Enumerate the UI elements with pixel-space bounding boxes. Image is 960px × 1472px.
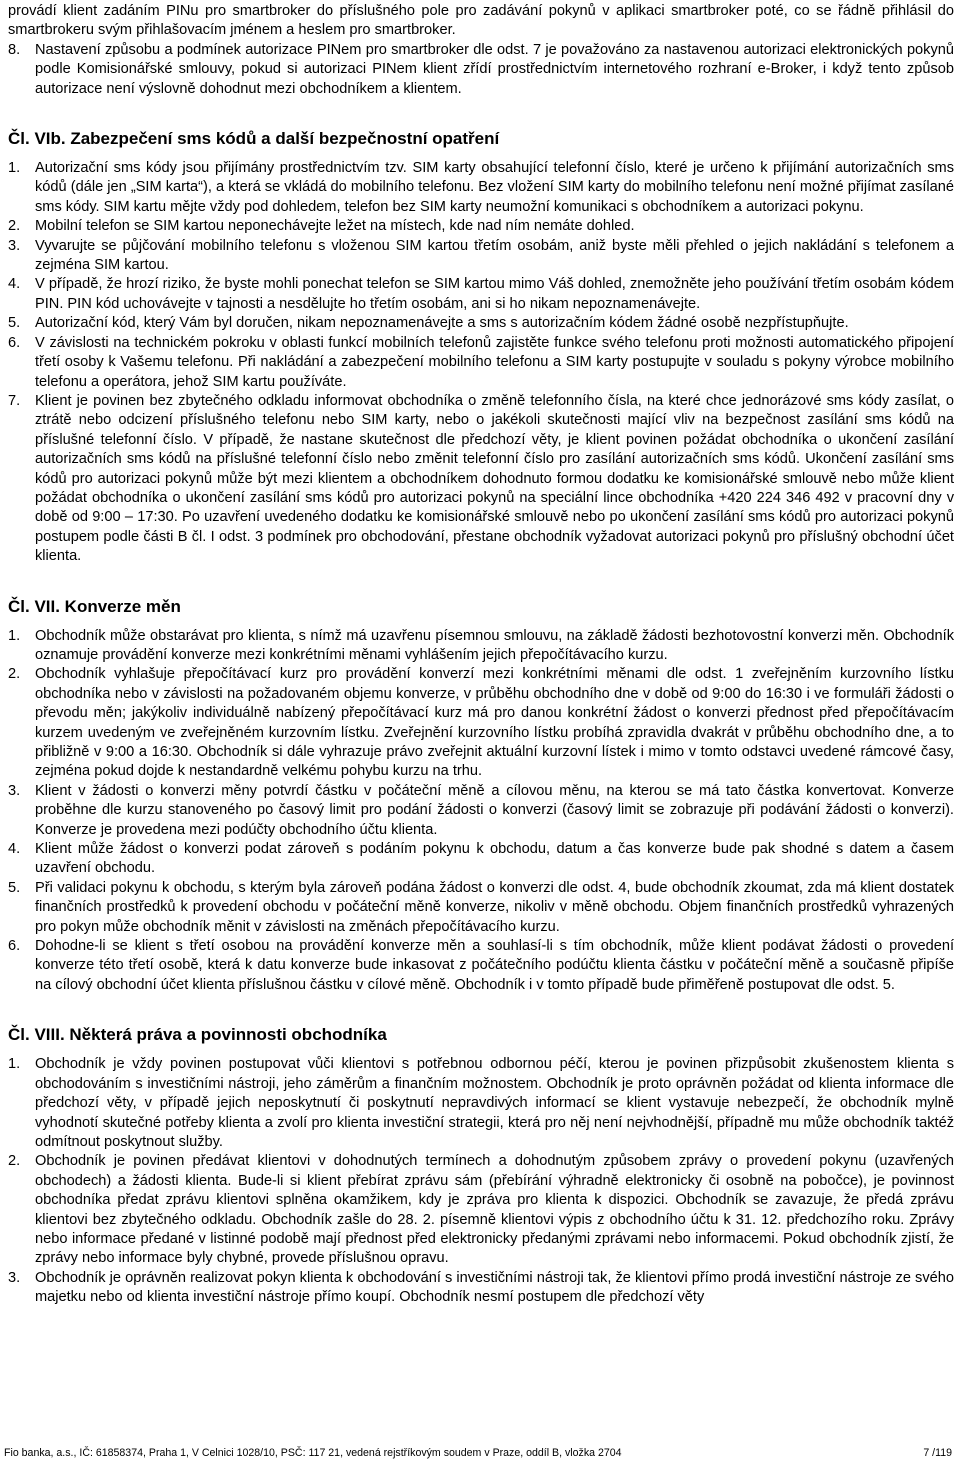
item-number: 2.	[8, 218, 21, 235]
item-number: 2.	[8, 1153, 21, 1170]
item-text: Obchodník je povinen předávat klientovi v dohodnutých termínech a dohodnutým způsobem zprávy o provedení pokynu (uzavřených obchodech) a žádosti klienta. Bude-li si klient přebírat zprávu sám (přebírání výhradně elektronicky či osobně na pobočce), je povinnost obchodníka předat zprávu klientovi splněna okamžikem, kdy je zpráva pro klienta k dispozici. Obchodník se zavazuje, že předá zprávu klientovi bez zbytečného odkladu. Obchodník zašle do 28. 2. písemně klientovi výpis z obchodního účtu k 31. 12. předchozího roku. Zprávy nebo informace předané v listinné podobě mají přednost před elektronicky předanými zprávami nebo informacemi. Pokud obchodník zjistí, že zprávy nebo informace byly chybné, provede příslušnou opravu.	[35, 1153, 954, 1267]
page-number: 7 /119	[923, 1447, 952, 1459]
item-number: 1.	[8, 1056, 21, 1073]
item-number: 3.	[8, 237, 21, 254]
intro-item-8	[8, 41, 954, 99]
list-item	[8, 840, 954, 879]
list-item	[8, 1152, 954, 1268]
item-text: Nastavení způsobu a podmínek autorizace PINem pro smartbroker dle odst. 7 je považováno za nastavenou autorizaci elektronických pokynů podle Komisionářské smlouvy, pokud si autorizaci PINem klient zřídí prostřednictvím internetového rozhraní e-Broker, i když tento způsob autorizace není výslovně dohodnut mezi obchodníkem a klientem.	[35, 41, 954, 97]
item-text: Obchodník je oprávněn realizovat pokyn klienta k obchodování s investičními nástroji tak, že klientovi přímo prodá investiční nástroje ze svého majetku nebo od klienta investiční nástroje přímo koupí. Obchodník nesmí postupem dle předchozí věty	[35, 1269, 954, 1306]
section-heading-vib: Čl. VIb. Zabezpečení sms kódů a další bezpečnostní opatření	[8, 129, 500, 149]
section-viii-list	[8, 1055, 954, 1307]
list-item	[8, 314, 954, 333]
item-text: Vyvarujte se půjčování mobilního telefonu s vloženou SIM kartou třetím osobám, aniž byste měli přehled o jejich nakládání s telefonem a zejména SIM kartou.	[35, 237, 954, 274]
list-item	[8, 1055, 954, 1152]
list-item	[8, 237, 954, 276]
item-number: 5.	[8, 315, 21, 332]
page-footer	[4, 1447, 952, 1459]
document-page	[8, 2, 954, 1308]
list-item	[8, 782, 954, 840]
item-text: V závislosti na technickém pokroku v oblasti funkcí mobilních telefonů zajistěte funkce svého telefonu proti možnosti automatického připojení třetí osoby k Vašemu telefonu. Při nakládání a zabezpečení mobilního telefonu a SIM karty postupujte v souladu s pokyny výrobce mobilního telefonu a operátora, jehož SIM kartu používáte.	[35, 334, 954, 390]
item-text: Dohodne-li se klient s třetí osobou na provádění konverze měn a souhlasí-li s tím obchodník, může klient podávat žádosti o provedení konverze této třetí osobě, která k datu konverze bude inkasovat z počátečního podúčtu klienta částku v počáteční měně a současně připíše na cílový obchodní účet klienta příslušnou částku v cílové měně. Obchodník i v tomto případě bude přiměřeně postupovat dle odst. 5.	[35, 938, 954, 993]
list-item	[8, 334, 954, 392]
intro-continuation: provádí klient zadáním PINu pro smartbroker do příslušného pole pro zadávání pokynů v aplikaci smartbroker poté, co se řádně přihlásil do smartbrokeru svým přihlašovacím jménem a heslem pro smartbroker.	[8, 3, 954, 39]
item-number: 4.	[8, 841, 21, 858]
list-item	[8, 159, 954, 217]
item-text: Obchodník vyhlašuje přepočítávací kurz pro provádění konverzí mezi konkrétními měnami dle odst. 1 zveřejněním kurzovního lístku obchodníka nebo v závislosti na požadovaném objemu konverze, v průběhu obchodního dne v době od 9:00 do 16:30 i ve formuláři žádosti o převodu měn; jakýkoliv individuálně nabízený přepočítávací kurz má pro danou konkrétní žádost o konverzi přednost před přepočítávacím kurzem uvedeným ve zveřejněném kurzovním lístku. Zveřejnění kurzovního lístku probíhá zpravidla dvakrát v průběhu obchodního dne, a to přibližně v 9:00 a 16:30. Obchodník si dále vyhrazuje právo zveřejnit aktuální kurzovní lístek i mimo v tomto odstavci uvedené rámcové časy, zejména pokud dojde k nestandardně velkému pohybu kurzu na trhu.	[35, 666, 954, 780]
item-text: Klient v žádosti o konverzi měny potvrdí částku v počáteční měně a cílovou měnu, na kterou se má tato částka konvertovat. Konverze proběhne dle kurzu stanoveného po časový limit pro podání žádosti o konverzi (časový limit se zobrazuje při podávání žádosti o konverzi). Konverze je provedena mezi podúčty obchodního účtu klienta.	[35, 782, 954, 838]
item-number: 8.	[8, 41, 21, 58]
item-number: 6.	[8, 938, 21, 955]
footer-company-info: Fio banka, a.s., IČ: 61858374, Praha 1, V Celnici 1028/10, PSČ: 117 21, vedená rejstříkovým soudem v Praze, oddíl B, vložka 2704	[4, 1447, 622, 1459]
list-item	[8, 275, 954, 314]
item-number: 7.	[8, 392, 21, 409]
item-number: 3.	[8, 1269, 21, 1286]
list-item	[8, 392, 954, 567]
list-item	[8, 879, 954, 937]
list-item	[8, 937, 954, 995]
item-number: 4.	[8, 276, 21, 293]
item-text: Klient je povinen bez zbytečného odkladu informovat obchodníka o změně telefonního čísla, na které chce jednorázové sms kódy zasílat, o ztrátě nebo odcizení příslušného telefonu nebo SIM karty, nebo o jakékoli skutečnosti mající vliv na bezpečnost zasílání sms kódů na příslušné telefonní číslo. V případě, že nastane skutečnost dle předchozí věty, je klient povinen požádat obchodníka o ukončení zasílání autorizačních sms kódů na příslušné telefonní číslo nebo změnit telefonní číslo pro zasílání autorizačních sms kódů. Ukončení zasílání sms kódů pro autorizaci pokynů může být mezi klientem a obchodníkem dohodnuto formou dodatku ke komisionářské smlouvě nebo může klient požádat obchodníka o ukončení zasílání sms kódů pro autorizaci pokynů na speciální lince obchodníka +420 224 346 492 v pracovní dny v době od 9:00 – 17:30. Po uzavření uvedeného dodatku ke komisionářské smlouvě nebo po ukončení zasílání sms kódů pro autorizaci pokynů postupem podle části B čl. I odst. 3 podmínek pro obchodování, přestane obchodník vyžadovat autorizaci pokynů pro příslušný obchodní účet klienta.	[35, 392, 954, 565]
item-text: Autorizační kód, který Vám byl doručen, nikam nepoznamenávejte a sms s autorizačním kódem žádné osobě nezpřístupňujte.	[35, 315, 849, 332]
item-text: Obchodník může obstarávat pro klienta, s nímž má uzavřenu písemnou smlouvu, na základě žádosti bezhotovostní konverzi měn. Obchodník oznamuje provádění konverze mezi konkrétními měnami vyhlášením jejich přepočítávacího kurzu.	[35, 627, 954, 663]
item-text: Autorizační sms kódy jsou přijímány prostřednictvím tzv. SIM karty obsahující telefonní číslo, které je určeno k přijímání autorizačních sms kódů (dále jen „SIM karta“), a která se vkládá do mobilního telefonu. Bez vložení SIM karty do mobilního telefonu není možné přijímat zasílané sms kódy. SIM kartu mějte vždy pod dohledem, telefon bez SIM karty neumožní komunikaci s obchodníkem a autorizaci pokynu.	[35, 160, 954, 215]
list-item	[8, 665, 954, 781]
item-text: Při validaci pokynu k obchodu, s kterým byla zároveň podána žádost o konverzi dle odst. 4, bude obchodník zkoumat, zda má klient dostatek finančních prostředků k provedení obchodu v počáteční měně konverze, nikoliv v měně obchodu. Objem finančních prostředků vyhrazených pro pokyn může obchodník měnit v závislosti na změnách přepočítávacího kurzu.	[35, 879, 954, 935]
section-vii-list	[8, 627, 954, 996]
item-text: Klient může žádost o konverzi podat zároveň s podáním pokynu k obchodu, datum a čas konverze bude pak shodné s datem a časem uzavření obchodu.	[35, 841, 954, 877]
list-item	[8, 217, 954, 236]
list-item	[8, 627, 954, 666]
section-heading-viii: Čl. VIII. Některá práva a povinnosti obchodníka	[8, 1025, 387, 1045]
item-number: 2.	[8, 666, 21, 683]
item-number: 1.	[8, 160, 21, 177]
item-number: 5.	[8, 879, 21, 896]
section-vib-list	[8, 159, 954, 567]
item-number: 6.	[8, 334, 21, 351]
item-text: V případě, že hrozí riziko, že byste mohli ponechat telefon se SIM kartou mimo Váš dohled, znemožněte jeho používání třetím osobám kódem PIN. PIN kód uchovávejte v tajnosti a nesdělujte ho třetím osobám, ani si ho nikam nepoznamenávejte.	[35, 276, 954, 312]
section-heading-vii: Čl. VII. Konverze měn	[8, 596, 181, 616]
list-item	[8, 1269, 954, 1308]
item-text: Mobilní telefon se SIM kartou neponechávejte ležet na místech, kde nad ním nemáte dohled.	[35, 218, 635, 235]
item-number: 1.	[8, 627, 21, 644]
item-number: 3.	[8, 782, 21, 799]
item-text: Obchodník je vždy povinen postupovat vůči klientovi s potřebnou odbornou péčí, kterou je povinen přizpůsobit zkušenostem klienta s obchodováním s investičními nástroji, jeho záměrům a finančním možnostem. Obchodník je proto oprávněn požádat od klienta informace dle předchozí věty, v případě jejich neposkytnutí či poskytnutí nepravdivých informací se klient vystavuje nebezpečí, že obchodník mylně vyhodnotí skutečné potřeby klienta a zvolí pro klienta investiční strategii, která pro něj není nejvhodnější, případně mu může obchodník taktéž odmítnout poskytnout služby.	[35, 1056, 954, 1150]
